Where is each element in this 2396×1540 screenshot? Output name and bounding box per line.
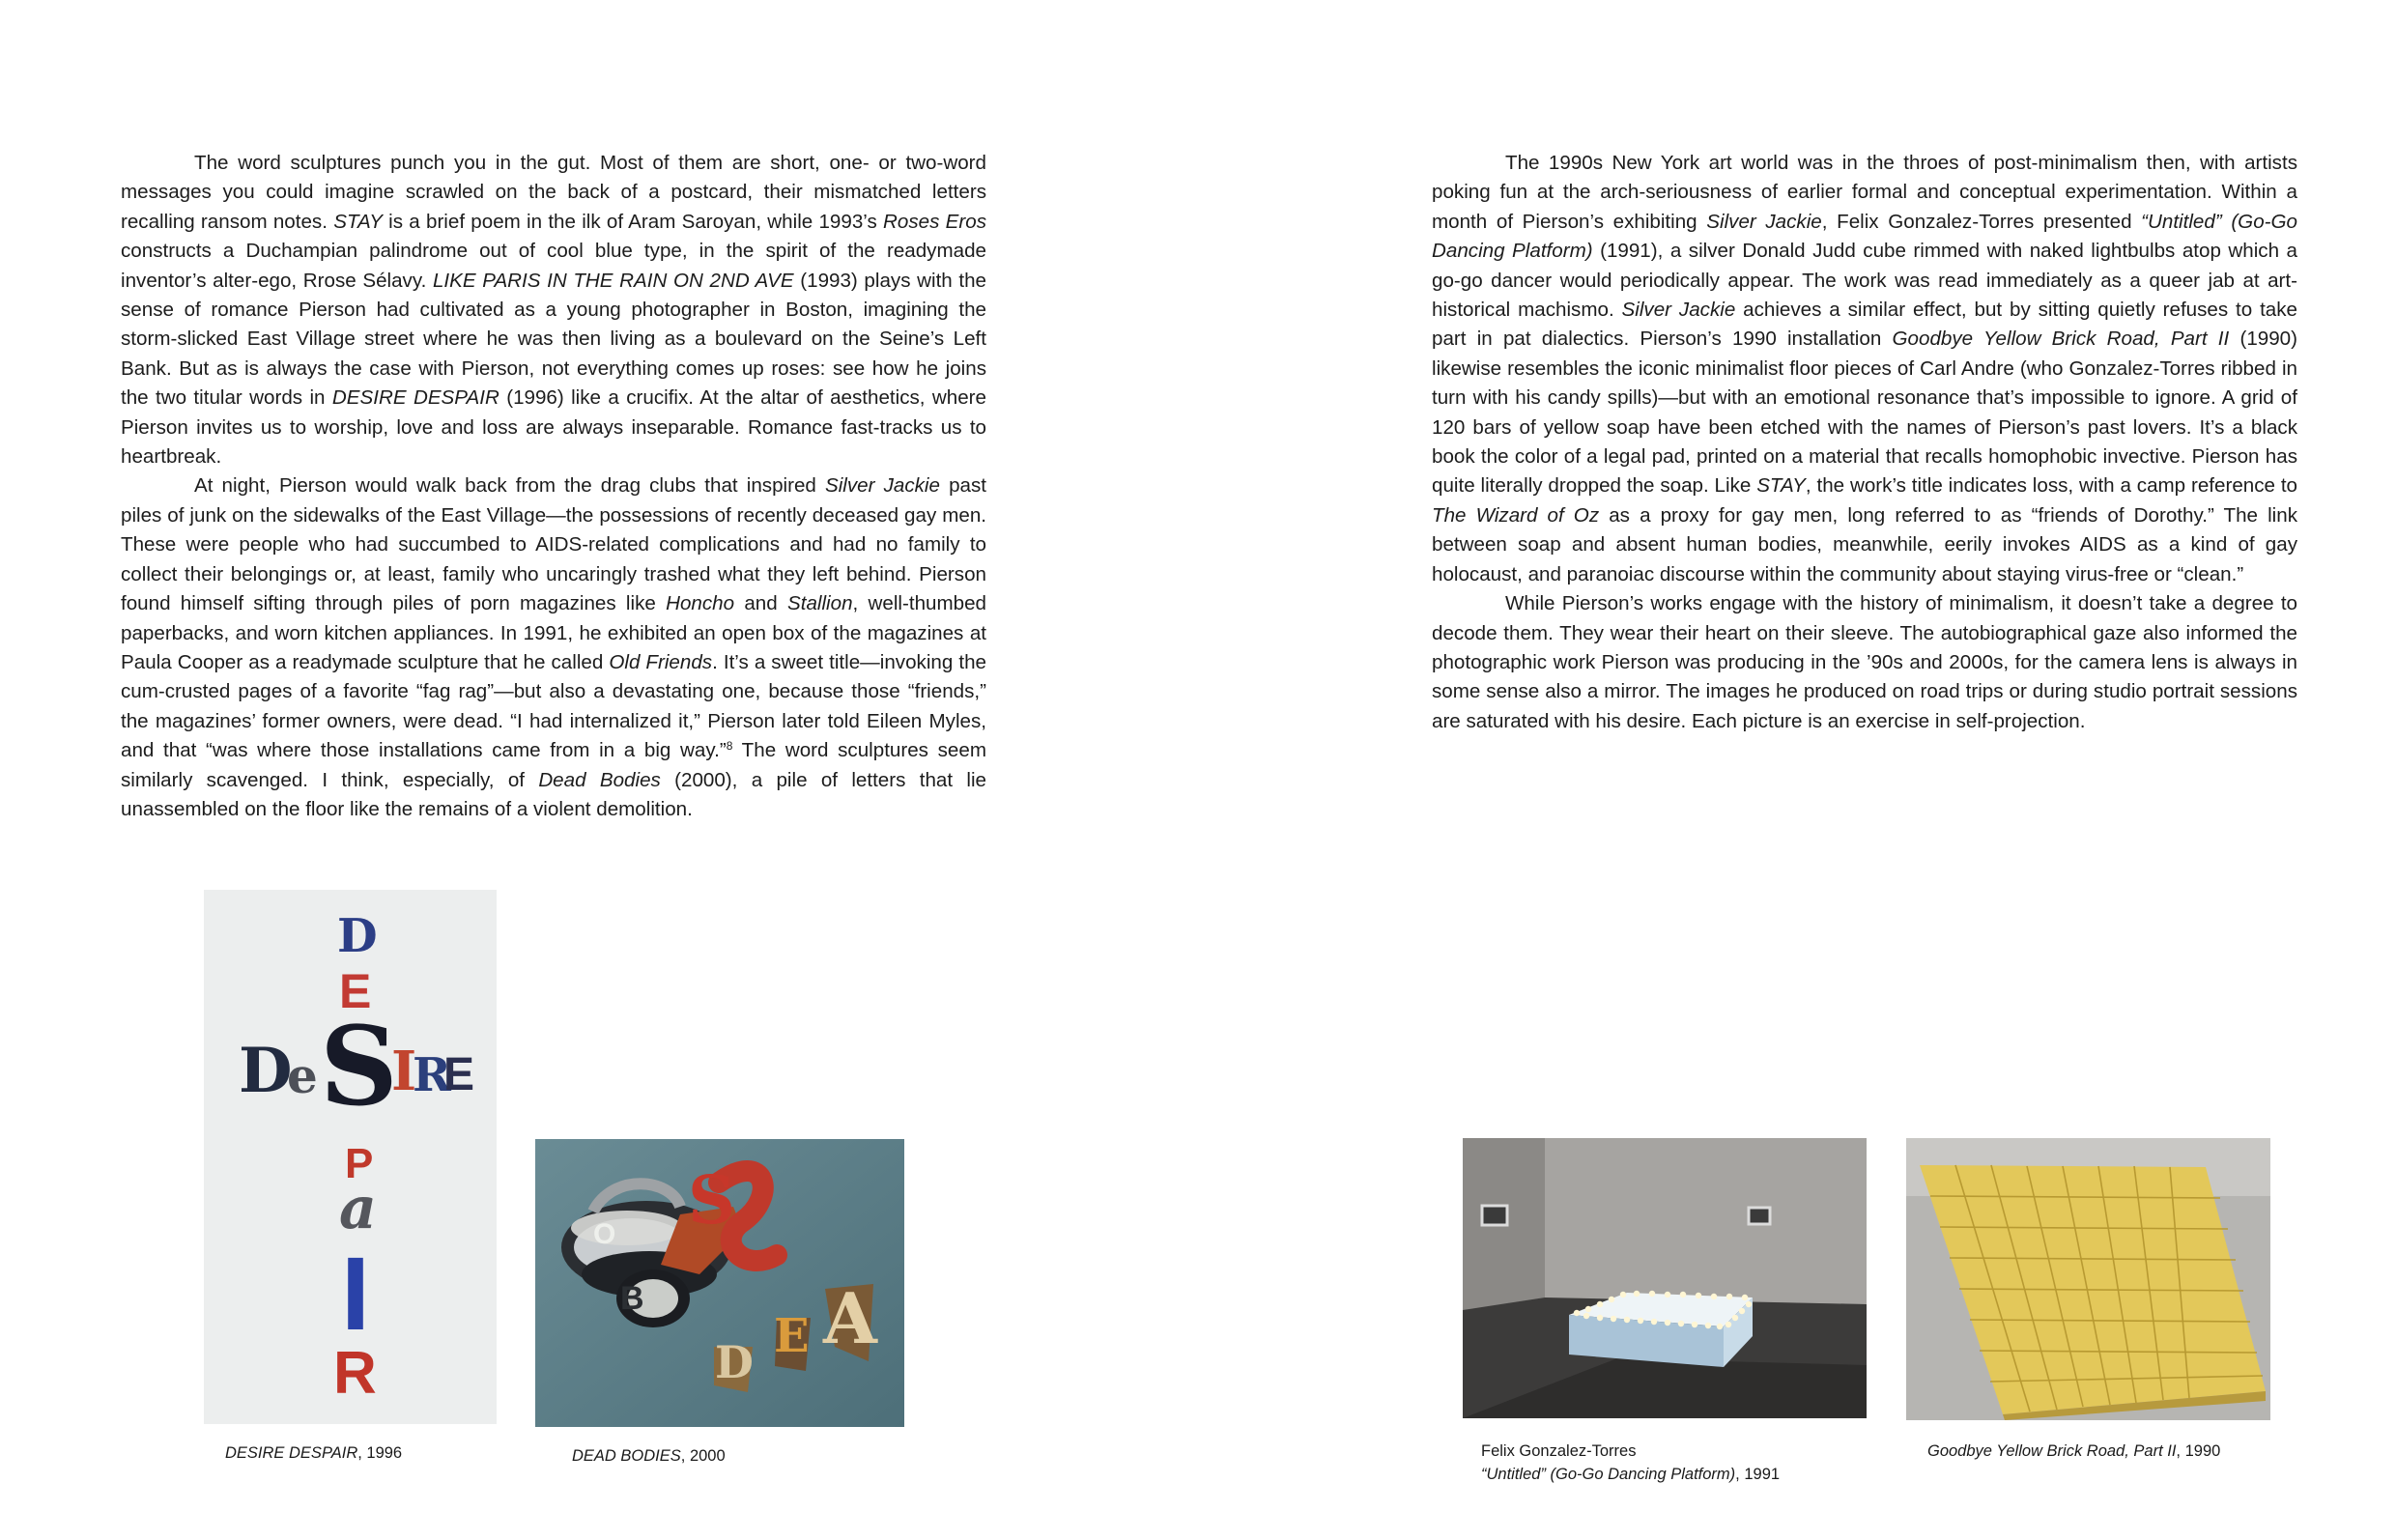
letter-p: P [345,1140,374,1187]
letter-e-floor: E [774,1309,810,1363]
body-text: past piles of junk on the sidewalks of the East Village—the possessions of recently deceased gay men. These were people who had succumbed to AIDS-related complications and had no family to collect their belongings or, at least, family who uncaringly trashed what they left behind. Pierson found himself sifting through piles of porn magazines like [121,474,986,615]
body-text: (2000), a pile of letters that lie unassembled on the floor like the remains of a violent demolition. [121,768,986,820]
letter-i-right: I [391,1040,417,1103]
desire-despair-image [204,890,497,1424]
italic-title-text: DESIRE DESPAIR [331,386,499,410]
italic-title-text: Old Friends [609,650,713,673]
desire-despair-title: DESIRE DESPAIR [225,1444,358,1462]
letter-e-top: E [339,964,372,1018]
right-paragraph-2 [1432,589,2297,736]
go-go-title: “Untitled” (Go-Go Dancing Platform) [1481,1466,1736,1483]
left-paragraph-2 [121,471,986,824]
italic-title-text: Honcho [666,592,735,615]
italic-title-text: Roses Eros [883,210,986,233]
gallery-installation-graphic [1463,1138,1867,1418]
body-text: . It’s a sweet title—invoking the cum-crusted pages of a favorite “fag rag”—but also a devastating one, because those “friends,” the magazines’ former owners, were dead. “I had internalized it,” Pierson later told Eileen Myles, and that “was where those installations came from in a big way.” [121,650,986,762]
italic-title-text: Goodbye Yellow Brick Road, Part II [1892,328,2230,351]
italic-title-text: Silver Jackie [824,474,940,498]
body-text: (1996) like a crucifix. At the altar of aesthetics, where Pierson invites us to worship, love and loss are always inseparable. Romance fast-tracks us to heartbreak. [121,386,986,469]
body-text: While Pierson’s works engage with the history of minimalism, it doesn’t take a degree to decode them. They wear their heart on their sleeve. The autobiographical gaze also informed the photographic work Pierson was producing in the ’90s and 2000s, for the camera lens is always in some sense also a mirror. The images he produced on road trips or during studio portrait sessions are saturated with his desire. Each picture is an exercise in self-projection. [1432,592,2297,732]
dead-bodies-caption [572,1444,726,1468]
letter-i-bar: I [341,1235,371,1352]
go-go-platform-image [1463,1138,1867,1418]
letter-r-bottom: R [333,1340,377,1407]
soap-grid-graphic [1906,1138,2270,1420]
body-text: (1990) likewise resembles the iconic minimalist floor pieces of Carl Andre (who Gonzalez-Torres ribbed in turn with his candy spills)—but with an emotional resonance that’s impossible to ignore. A grid of 120 bars of yellow soap have been etched with the names of Pierson’s past lovers. It’s a black book the color of a legal pad, printed on a material that recalls homophobic invective. Pierson has quite literally dropped the soap. Like [1432,328,2297,498]
letter-r-right: R [413,1048,451,1102]
go-go-artist: Felix Gonzalez-Torres [1481,1442,1637,1460]
desire-despair-caption [225,1441,402,1465]
body-text: The word sculptures punch you in the gut. Most of them are short, one- or two-word messages you could imagine scrawled on the back of a postcard, their mismatched letters recalling ransom notes. [121,152,986,233]
footnote-marker: 8 [726,739,733,754]
body-text: and [734,592,787,615]
right-text-column [1432,149,2297,736]
right-paragraph-1 [1432,149,2297,589]
yellow-brick-title: Goodbye Yellow Brick Road, Part II [1927,1442,2177,1460]
letter-d-left: D [239,1035,293,1107]
italic-title-text: Dead Bodies [538,768,661,791]
body-text: (1993) plays with the sense of romance Pierson had cultivated as a young photographer in Boston, imagining the storm-slicked East Village street where he was then living as a boulevard on the Seine’s Left Bank. But as is always the case with Pierson, not everything comes up roses: see how he joins the two titular words in [121,269,986,410]
dead-bodies-year: , 2000 [680,1447,726,1465]
letter-a-floor: A [823,1277,877,1359]
letter-e-left: e [287,1047,318,1104]
body-text: constructs a Duchampian palindrome out of cool blue type, in the spirit of the readymade inventor’s alter-ego, Rrose Sélavy. [121,240,986,292]
dead-bodies-image [535,1139,904,1427]
go-go-caption [1481,1440,1780,1486]
body-text: , well-thumbed paperbacks, and worn kitchen appliances. In 1991, he exhibited an open box of the magazines at Paula Cooper as a readymade sculpture that he called [121,592,987,673]
italic-title-text: Silver Jackie [1621,299,1736,322]
italic-title-text: Silver Jackie [1706,210,1822,233]
body-text: , the work’s title indicates loss, with a camp reference to [1805,474,2297,498]
letter-b: B [620,1280,644,1317]
italic-title-text: The Wizard of Oz [1432,503,1600,527]
letter-s-center: S [320,1004,398,1130]
italic-title-text: “Untitled” (Go-Go Dancing Platform) [1432,210,2297,263]
dead-bodies-title: DEAD BODIES [572,1447,681,1465]
body-text: as a proxy for gay men, long referred to as “friends of Dorothy.” The link between soap and absent human bodies, meanwhile, eerily invokes AIDS as a kind of gay holocaust, and paranoiac discourse within the community about staying virus-free or “clean.” [1432,503,2297,585]
letter-e-right: E [443,1049,475,1100]
italic-title-text: Stallion [786,592,853,615]
yellow-brick-road-image [1906,1138,2270,1420]
body-text: (1991), a silver Donald Judd cube rimmed with naked lightbulbs atop which a go-go dancer would periodically appear. The work was read immediately as a queer jab at art-historical machismo. [1432,240,2297,322]
body-text: achieves a similar effect, but by sitting quietly refuses to take part in pat dialectics. Pierson’s 1990 installation [1432,299,2298,351]
letter-s-red: S [688,1162,736,1240]
body-text: , Felix Gonzalez-Torres presented [1821,210,2142,233]
go-go-year: , 1991 [1735,1466,1781,1483]
left-text-column [121,149,986,824]
italic-title-text: LIKE PARIS IN THE RAIN ON 2ND AVE [432,269,794,292]
body-text: At night, Pierson would walk back from the drag clubs that inspired [194,474,825,498]
letter-d-floor: D [715,1336,754,1388]
body-text: is a brief poem in the ilk of Aram Saroyan, while 1993’s [382,210,884,233]
body-text: The 1990s New York art world was in the throes of post-minimalism then, with artists poking fun at the arch-seriousness of earlier formal and conceptual experimentation. Within a month of Pierson’s exhibiting [1432,152,2297,233]
letter-o: O [593,1218,616,1250]
left-paragraph-1 [121,149,986,471]
italic-title-text: STAY [333,210,383,233]
yellow-brick-year: , 1990 [2176,1442,2221,1460]
yellow-brick-caption [1927,1440,2220,1463]
letter-a: a [339,1175,377,1242]
italic-title-text: STAY [1756,474,1806,498]
desire-despair-year: , 1996 [357,1444,403,1462]
letter-d-top: D [337,909,378,963]
body-text: The word sculptures seem similarly scavenged. I think, especially, of [121,739,986,791]
